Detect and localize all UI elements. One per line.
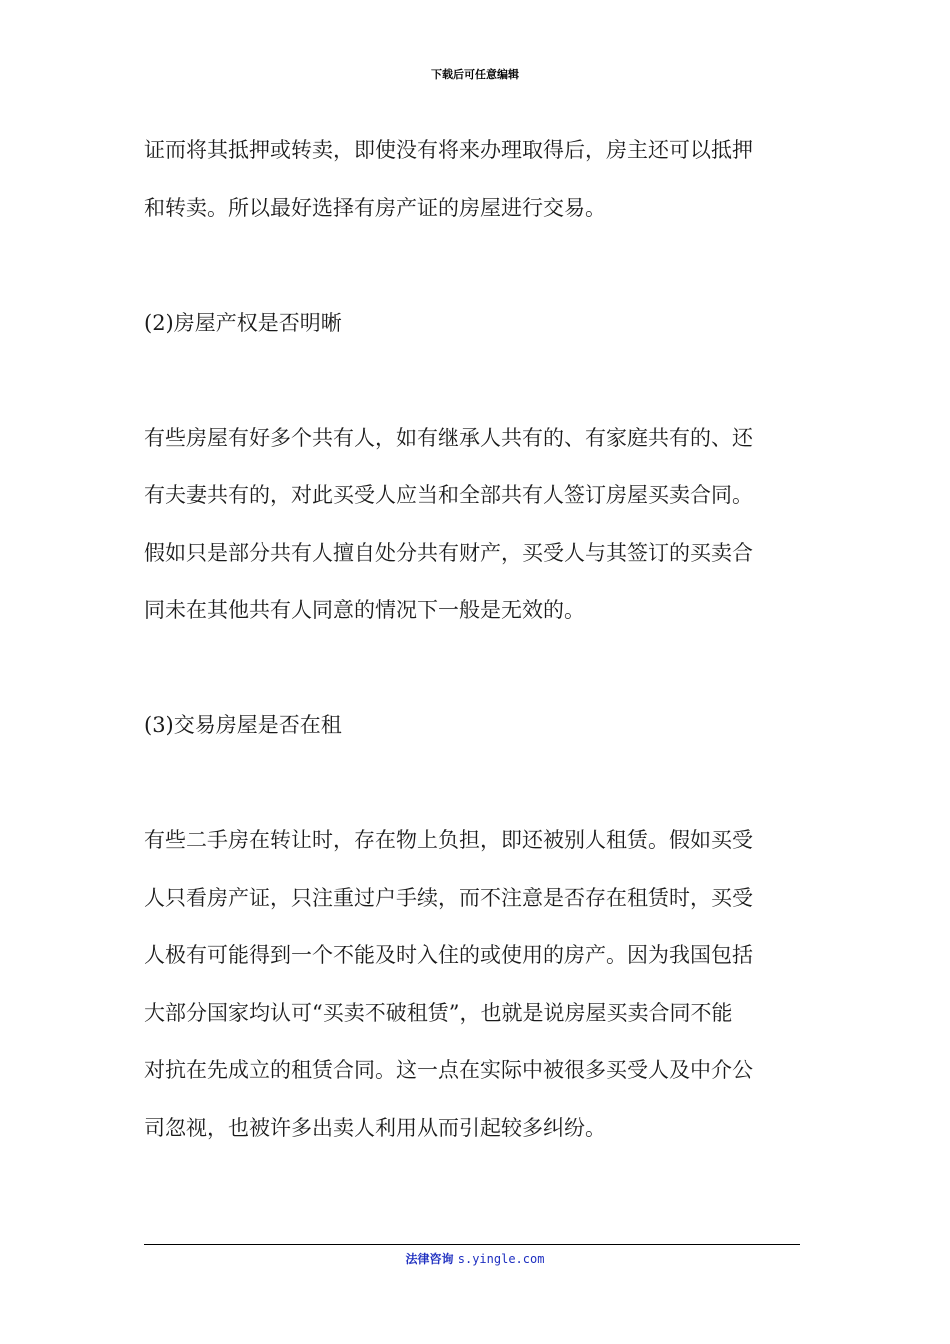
section-heading: (2)房屋产权是否明晰 bbox=[144, 310, 342, 335]
paragraph-line: 证而将其抵押或转卖，即使没有将来办理取得后，房主还可以抵押 bbox=[144, 138, 753, 162]
document-body bbox=[144, 128, 806, 1163]
footer-divider bbox=[144, 1244, 800, 1245]
paragraph-line: 人只看房产证，只注重过户手续，而不注意是否存在租赁时，买受 bbox=[144, 885, 753, 910]
section-heading: (3)交易房屋是否在租 bbox=[144, 713, 342, 737]
page-header: 下载后可任意编辑 bbox=[431, 68, 519, 81]
footer-link[interactable]: s.yingle.com bbox=[457, 1252, 545, 1266]
paragraph-line: 有夫妻共有的，对此买受人应当和全部共有人签订房屋买卖合同。 bbox=[144, 483, 753, 507]
page-footer[interactable] bbox=[0, 1250, 950, 1267]
paragraph-line: 司忽视，也被许多出卖人利用从而引起较多纠纷。 bbox=[144, 1115, 606, 1140]
paragraph-line: 假如只是部分共有人擅自处分共有财产，买受人与其签订的买卖合 bbox=[144, 540, 753, 565]
paragraph-line: 和转卖。所以最好选择有房产证的房屋进行交易。 bbox=[144, 195, 606, 220]
paragraph-line: 大部分国家均认可“买卖不破租赁”，也就是说房屋买卖合同不能 bbox=[144, 1000, 733, 1025]
footer-label: 法律咨询 bbox=[405, 1252, 454, 1266]
paragraph-line: 人极有可能得到一个不能及时入住的或使用的房产。因为我国包括 bbox=[144, 943, 753, 967]
paragraph-line: 有些房屋有好多个共有人，如有继承人共有的、有家庭共有的、还 bbox=[144, 425, 753, 450]
paragraph-line: 有些二手房在转让时，存在物上负担，即还被别人租赁。假如买受 bbox=[144, 828, 753, 852]
paragraph-line: 对抗在先成立的租赁合同。这一点在实际中被很多买受人及中介公 bbox=[144, 1058, 753, 1082]
paragraph-line: 同未在其他共有人同意的情况下一般是无效的。 bbox=[144, 598, 585, 622]
